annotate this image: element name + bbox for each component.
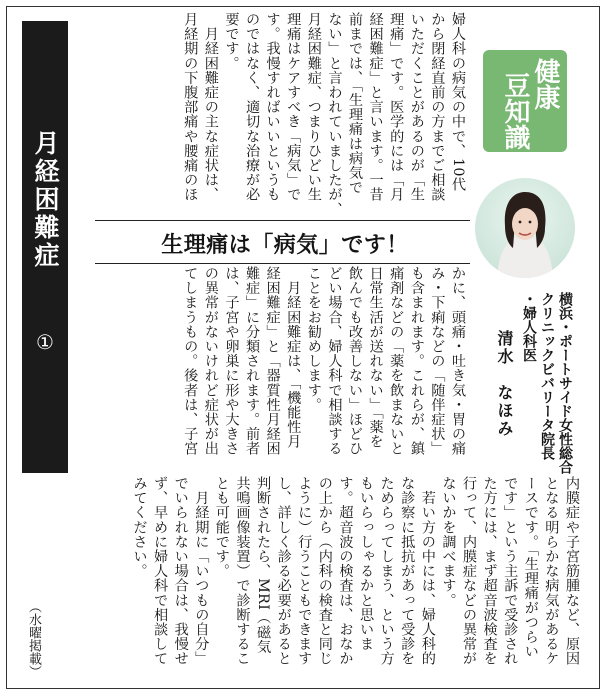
author-name: 清水 なほみ bbox=[495, 330, 514, 438]
author-affiliation-line-3: ・婦人科医 bbox=[521, 292, 537, 362]
headline: 生理痛は「病気」です！ bbox=[161, 233, 409, 258]
author-affiliation-line-2: クリニックビバリータ院長 bbox=[539, 292, 555, 460]
badge-line-1: 健康 bbox=[530, 58, 560, 110]
series-title: 月経困難症 bbox=[31, 130, 60, 270]
body-text-top: 婦人科の病気の中で、10代 から閉経直前の方までご相談 いただくことがあるのが「生 理痛」です。医学的には「月 経困難症」と言います。一昔 前までは、「生理痛は病気で ない」と言われていましたが、 月経困難症、つまりひどい生 理痛はケアすべき「病気」で す。我慢すればいいというも のではなく、適切な治療が必 要です。 月経困難症の主な症状は、 月経期の下腹部痛や腰痛のほ bbox=[182, 12, 466, 217]
series-number: ① bbox=[36, 330, 54, 354]
author-photo bbox=[475, 178, 575, 278]
author-affiliation-line-1: 横浜・ポートサイド女性総合 bbox=[557, 292, 573, 474]
body-text-middle: かに、頭痛・吐き気・胃の痛 み・下痢などの「随伴症状」 も含まれます。これらが、鎮 痛剤などの「薬を飲まないと 日常生活が送れない」「薬を 飲んでも改善しない」ほどひ どい場合、婦人科で相談する ことをお勧めします。 月経困難症は、「機能性月 経困難症」と「器質性月経困 難症」に分類されます。前者 は、子宮や卵巣に形や大きさ の異常がないけれど症状が出 てしまうもの。後者は、子宮 bbox=[182, 266, 466, 456]
badge-line-2: 豆知識 bbox=[500, 72, 530, 150]
headline-rule-bottom bbox=[95, 263, 470, 264]
body-text-bottom: 内膜症や子宮筋腫など、原因 となる明らかな病気があるケ ースです。「生理痛がつらい です」という主訴で受診され た方には、まず超音波検査を 行って、内膜症などの異常が ないかを調べます。 若い方の中には、婦人科的 な診察に抵抗があって受診を ためらってしまう、という方 もいらっしゃるかと思いま す。超音波の検査は、おなか の上から（内科の検査と同じ ように）行うこともできます し、詳しく診る必要があると 判断されたら、MRI（磁気 共鳴画像装置）で診断するこ とも可能です。 月経期に「いつもの自分」 でいられない場合は、我慢せ ず、早めに婦人科で相談して みてください。 bbox=[131, 476, 580, 666]
publication-note: （水曜掲載） bbox=[26, 600, 41, 678]
health-tips-badge bbox=[483, 50, 567, 152]
headline-rule-top bbox=[95, 220, 470, 221]
